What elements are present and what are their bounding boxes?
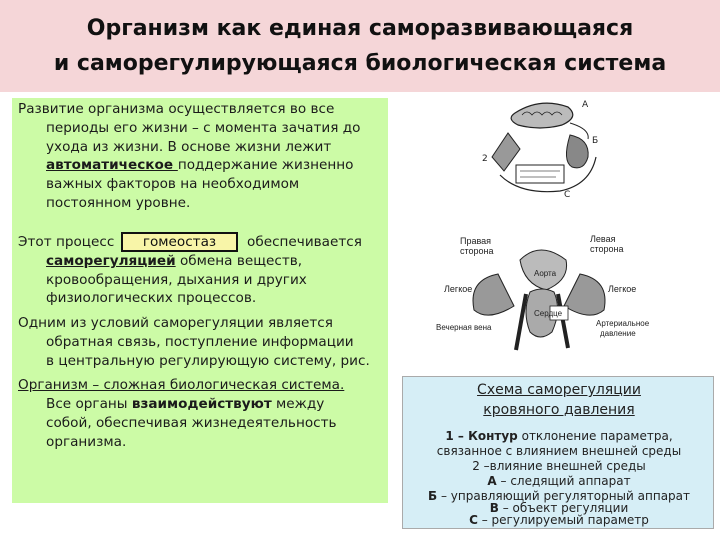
text-span: обмена веществ, [175,253,303,269]
caption-line [403,513,715,528]
caption-text: отклонение параметра, [517,429,673,443]
caption-line: связанное с влиянием внешней среды [436,444,682,458]
bold-term: взаимодействуют [131,396,272,412]
caption-key: А [487,474,497,488]
text-line: обеспечивается [247,234,362,250]
text-line [46,157,353,174]
label-vena: Вечерная вена [436,323,492,332]
text-span: между [271,396,325,412]
caption-text: – управляющий регуляторный аппарат [437,489,691,503]
label-heart: Сердце [534,309,563,318]
caption-key: В [489,501,499,515]
caption-key: Б [427,489,438,503]
caption-text: – объект регуляции [498,501,629,515]
text-line: Организм – сложная биологическая система. [18,377,345,393]
underlined-term: автоматическое [46,157,178,173]
title-band [0,0,720,92]
caption-title-2: кровяного давления [483,402,635,418]
label-right-side-2: сторона [460,246,494,256]
text-line: организма. [46,434,127,450]
text-line: ухода из жизни. В основе жизни лежит [46,139,332,155]
text-line: собой, обеспечивая жизнедеятельность [46,415,337,431]
caption-line [403,474,715,489]
underlined-term: саморегуляцией [46,253,176,269]
caption-line [403,429,715,444]
text-line: физиологических процессов. [46,290,257,306]
label-lung-left: Легкое [444,284,473,294]
heart-regulation-drawing [430,230,655,370]
scheme-caption [402,376,714,529]
text-line: постоянном уровне. [46,195,191,211]
text-line: обратная связь, поступление информации [46,334,354,350]
label-arterial-2: давление [600,329,636,338]
text-line: Одним из условий саморегуляции является [18,315,333,331]
label-arterial: Артериальное [596,319,650,328]
caption-text: – следящий аппарат [496,474,631,488]
slide-title-line-1: Организм как единая саморазвивающаяся [86,16,634,41]
caption-key: 1 – Контур [445,429,518,443]
label-lung-right: Легкое [608,284,637,294]
label-right-side: Правая [460,236,492,246]
text-span: Все органы [46,396,132,412]
label-c: С [564,190,571,200]
label-2: 2 [482,154,488,164]
caption-key: С [469,513,478,527]
text-line: Этот процесс [18,234,115,250]
slide-title-line-2: и саморегулирующаяся биологическая система [53,51,667,76]
text-span: поддержание жизненно [177,157,354,173]
text-line: Развитие организма осуществляется во все [18,101,335,117]
label-left-side: Левая [590,234,616,244]
label-a: А [582,100,589,110]
label-aorta: Аорта [534,269,557,278]
caption-text: – регулируемый параметр [477,513,649,527]
caption-title-1: Схема саморегуляции [477,382,641,398]
feedback-loop-drawing [470,95,610,200]
text-line [46,253,302,270]
label-b: Б [592,136,599,146]
label-left-side-2: сторона [590,244,624,254]
text-line: в центральную регулирующую систему, рис. [46,353,370,369]
caption-line: 2 –влияние внешней среды [472,459,646,473]
homeostasis-box: гомеостаз [121,232,238,252]
text-line [46,396,324,413]
text-line: периоды его жизни – с момента зачатия до [46,120,361,136]
text-line: кровообращения, дыхания и других [46,272,307,288]
text-line: важных факторов на необходимом [46,176,300,192]
